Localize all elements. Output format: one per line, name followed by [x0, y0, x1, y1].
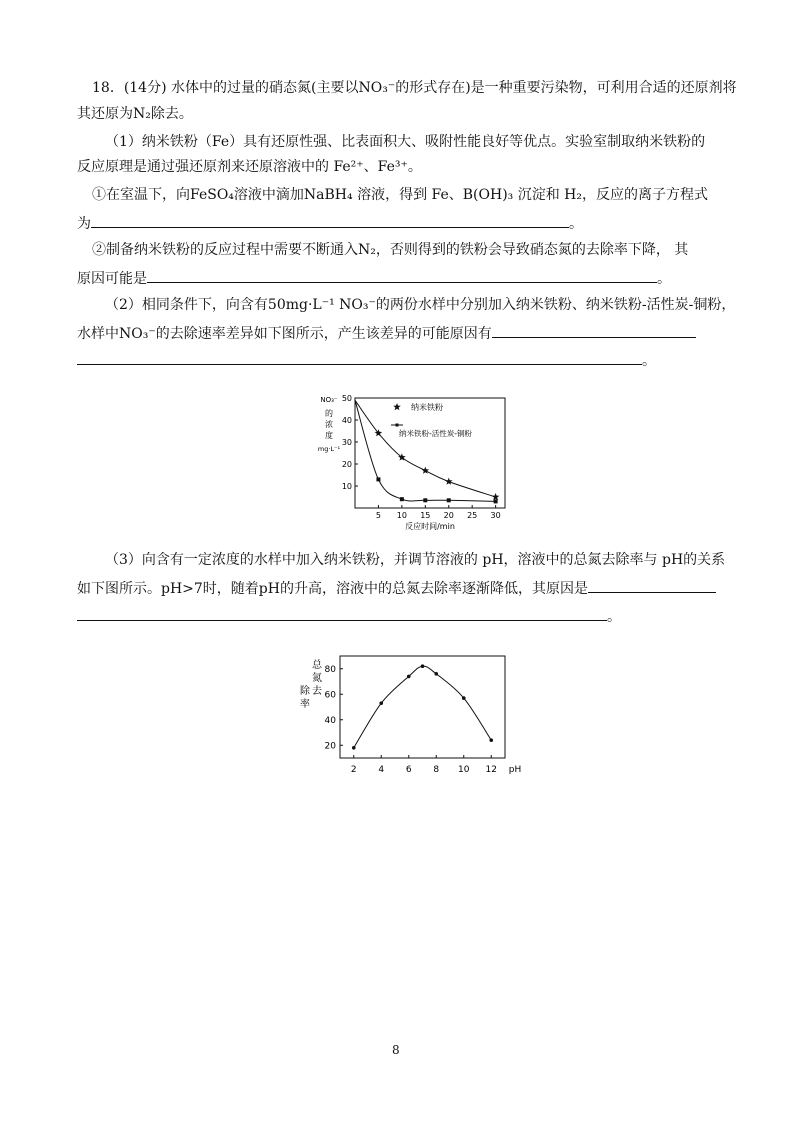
y-tick-label: 80 [324, 664, 336, 675]
legend-marker-star [393, 403, 401, 410]
answer-blank[interactable] [77, 350, 642, 365]
part1-sub2-end: 。 [657, 271, 671, 287]
y-axis-label: 的浓度 [325, 409, 333, 440]
legend-label: 纳米铁粉-活性炭-铜粉 [399, 429, 472, 438]
part1-text-b: 反应原理是通过强还原剂来还原溶液中的 Fe²⁺、Fe³⁺。 [77, 159, 422, 175]
nitrogen-removal-ph-chart [295, 648, 535, 783]
part3-answer-line [77, 578, 716, 598]
part1-sub1-text: ①在室温下，向FeSO₄溶液中滴加NaBH₄ 溶液，得到 Fe、B(OH)₃ 沉淀和 H₂，反应的离子方程式 [92, 187, 708, 203]
y-tick-label: 40 [341, 416, 352, 425]
y-axis-label: 除率 [300, 686, 310, 710]
part1-sub1-prefix: 为 [77, 216, 91, 232]
part1-text-a: （1）纳米铁粉（Fe）具有还原性强、比表面积大、吸附性能良好等优点。实验室制取纳米铁粉的 [105, 134, 706, 150]
part1-sub2-prefix: 原因可能是 [77, 271, 147, 287]
x-tick-label: 15 [420, 511, 431, 520]
part2-end: 。 [642, 353, 656, 369]
part1-sub2-text: ②制备纳米铁粉的反应过程中需要不断通入N₂，否则得到的铁粉会导致硝态氮的去除率下降， 其 [92, 242, 689, 258]
legend-marker-square [396, 424, 399, 427]
data-point [352, 746, 356, 750]
data-point [400, 497, 404, 501]
data-point [423, 498, 427, 502]
x-tick-label: 2 [350, 765, 357, 775]
data-point [462, 696, 466, 700]
answer-blank[interactable] [147, 268, 657, 283]
part1-sub2-answer-line [77, 268, 671, 288]
y-tick-label: 20 [341, 460, 352, 469]
question-header-cont: 其还原为N₂除去。 [77, 106, 193, 122]
data-point [447, 498, 451, 502]
data-point [494, 499, 498, 503]
answer-blank[interactable] [77, 606, 607, 621]
series-line-2 [355, 400, 496, 501]
plot-frame [355, 398, 505, 508]
data-point [422, 467, 430, 474]
y-tick-label: 50 [341, 394, 352, 403]
data-point [379, 701, 383, 705]
part3-prefix: 如下图所示。pH>7时，随着pH的升高，溶液中的总氮去除率逐渐降低，其原因是 [77, 581, 588, 597]
part2-prefix: 水样中NO₃⁻的去除速率差异如下图所示，产生该差异的可能原因有 [77, 326, 492, 342]
part2-answer-line [77, 323, 696, 343]
series-line-1 [355, 400, 496, 497]
data-point [492, 493, 500, 500]
answer-blank[interactable] [91, 213, 569, 228]
x-axis-label: pH [508, 765, 522, 775]
y-tick-label: 30 [341, 438, 352, 447]
y-tick-label: 20 [324, 741, 336, 752]
data-point [445, 478, 453, 485]
x-tick-label: 5 [375, 511, 381, 520]
y-axis-label: mg·L⁻¹ [317, 445, 341, 453]
part1-sub1-answer-line [77, 213, 583, 233]
data-point [421, 664, 425, 668]
data-point [407, 675, 411, 679]
question-header: 18．(14分) 水体中的过量的硝态氮(主要以NO₃⁻的形式存在)是一种重要污染物，可利用合适的还原剂将 [92, 80, 737, 96]
page-number: 8 [392, 1043, 400, 1057]
part1-sub1-end: 。 [569, 216, 583, 232]
x-tick-label: 12 [485, 765, 497, 775]
x-tick-label: 6 [405, 765, 412, 775]
data-point [376, 477, 380, 481]
answer-blank[interactable] [492, 323, 696, 338]
x-tick-label: 30 [490, 511, 501, 520]
y-tick-label: 60 [324, 690, 336, 701]
y-axis-label: NO₃⁻ [320, 396, 338, 404]
part2-text-a: （2）相同条件下，向含有50mg·L⁻¹ NO₃⁻的两份水样中分别加入纳米铁粉、纳米铁粉-活性炭-铜粉， [105, 297, 736, 313]
data-point [434, 672, 438, 676]
y-tick-label: 40 [324, 715, 336, 726]
x-tick-label: 4 [378, 765, 385, 775]
part3-answer-line-2 [77, 606, 621, 626]
x-tick-label: 8 [433, 765, 440, 775]
plot-frame [340, 656, 505, 758]
x-tick-label: 20 [443, 511, 454, 520]
x-tick-label: 25 [467, 511, 478, 520]
series-line-1 [354, 666, 492, 748]
x-axis-label: 反应时间/min [405, 522, 455, 531]
answer-blank[interactable] [588, 578, 716, 593]
legend-label: 纳米铁粉 [411, 403, 443, 412]
part2-answer-line-2 [77, 350, 656, 370]
nitrate-concentration-chart [305, 388, 515, 538]
data-point [489, 738, 493, 742]
y-tick-label: 10 [341, 482, 352, 491]
y-axis-label: 总氮去 [312, 660, 322, 697]
part3-end: 。 [607, 609, 621, 625]
x-tick-label: 10 [458, 765, 470, 775]
part3-text-a: （3）向含有一定浓度的水样中加入纳米铁粉，并调节溶液的 pH，溶液中的总氮去除率与 pH的关系 [105, 552, 726, 568]
x-tick-label: 10 [396, 511, 407, 520]
